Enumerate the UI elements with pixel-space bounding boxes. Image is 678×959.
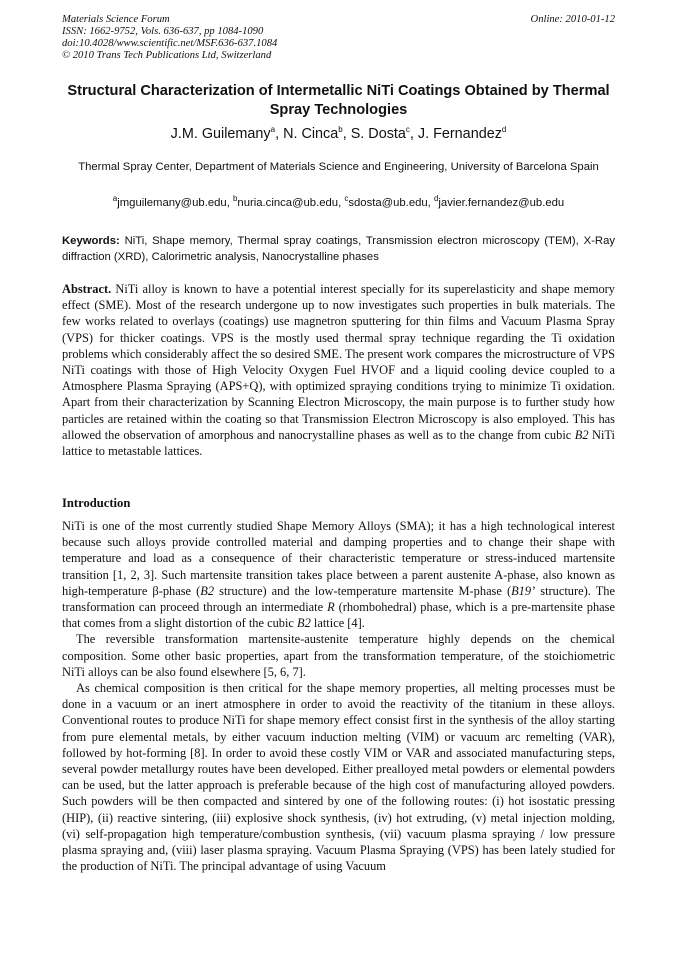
author: N. Cinca [283,126,339,142]
intro-italic: B2 [297,616,311,631]
author-list [62,125,615,143]
intro-paragraph-2: The reversible transformation martensite-austenite temperature highly depends on the chemical composition. Some other basic properties, apart from the transformation temperature, of the stoichiometric NiTi alloys can be also found elsewhere [5, 6, 7]. [62,632,615,679]
intro-text: NiTi is one of the most currently studied Shape Memory Alloys (SMA); it has a high technological interest because such alloys provide controlled material and damping properties and to change their shape with temperature and load as a consequence of their characteristic temperature or stress-induced martensite transition [1, 2, 3]. Such martensite transition takes place between a parent austenite A-phase, also known as high-temperature β-phase ( [62,519,615,598]
keywords-label: Keywords: [62,235,120,247]
email-mark: c [344,194,349,204]
online-date: Online: 2010-01-12 [530,14,615,25]
email-separator: , [226,197,233,209]
paper-title: Structural Characterization of Intermetallic NiTi Coatings Obtained by Thermal Spray Technologies [67,83,610,118]
email-link[interactable]: javier.fernandez@ub.edu [438,197,565,209]
email-list [62,196,615,211]
introduction-section [62,518,615,874]
intro-italic: R [327,600,335,615]
journal-issn: ISSN: 1662-9752, Vols. 636-637, pp 1084-1090 [62,26,264,37]
journal-header [62,14,615,62]
journal-name: Materials Science Forum [62,14,170,25]
intro-italic: B19’ [511,583,536,598]
author: J. Fernandez [417,126,502,142]
email-separator: , [427,197,434,209]
author-mark: c [405,125,410,135]
introduction-heading: Introduction [62,496,131,510]
intro-text: lattice [4]. [313,616,365,631]
keywords [62,233,615,265]
intro-text: (rhombohedral) phase, which is a pre-martensite phase that comes from a slight distortion of the cubic [62,600,616,631]
author-mark: b [338,125,343,135]
affiliation: Thermal Spray Center, Department of Materials Science and Engineering, University of Barcelona Spain [78,161,599,173]
abstract-text-end: NiTi lattice to metastable lattices. [62,427,615,459]
journal-doi[interactable]: doi:10.4028/www.scientific.net/MSF.636-637.1084 [62,38,278,49]
abstract-b2: B2 [574,427,589,442]
email-mark: a [112,194,118,204]
abstract-section [62,281,615,459]
intro-paragraph-1 [62,518,615,631]
abstract-text: NiTi alloy is known to have a potential interest specially for its superelasticity and shape memory effect (SME). Most of the research undergone up to now investigates such properties in bulk materials. The few works related to overlays (coatings) use magnetron sputtering for thin films and Vacuum Plasma Spray (VPS) for thicker coatings. VPS is the mostly used thermal spray technique regarding the Ti oxidation problems which considerably affect the so desired SME. The present work compares the microstructure of VPS NiTi coatings with those of High Velocity Oxygen Fuel HVOF and a liquid cooling device coupled to a Atmosphere Plasma Spraying (APS+Q), with optimized spraying conditions trying to minimize Ti oxidation. Apart from their characterization by Scanning Electron Microscopy, the main purpose is to further study how particles are retained within the coating so that Transmission Electron Microscopy is also employed. This has allowed the observation of amorphous and nanocrystalline phases as well as to the change from cubic [62,282,615,442]
email-link[interactable]: sdosta@ub.edu [348,197,428,209]
email-mark: d [433,194,439,204]
author-mark: a [270,125,276,135]
intro-text: structure) and the low-temperature martensite M-phase ( [219,583,512,598]
email-mark: b [232,194,238,204]
author-separator: , [275,126,284,142]
author-separator: , [409,126,418,142]
email-link[interactable]: nuria.cinca@ub.edu [237,197,339,209]
author-separator: , [342,126,351,142]
author: J.M. Guilemany [170,126,271,142]
abstract-label: Abstract. [62,282,112,296]
author-mark: d [501,125,507,135]
intro-italic: B2 [200,583,215,598]
intro-paragraph-3: As chemical composition is then critical for the shape memory properties, all melting processes must be done in a vacuum or an inert atmosphere in order to avoid the reactivity of the titanium in these alloys. Conventional routes to produce NiTi for shape memory effect consist first in the synthesis of the alloy starting from pure elemental metals, by either vacuum induction melting (VIM) or vacuum arc remelting (VAR), followed by hot-forming [8]. In order to avoid these costly VIM or VAR and associated manufacturing steps, several powder metallurgy routes have been developed. Either prealloyed metal powders or elemental powders can be used, but the latter approach is preferable because of the high cost of manufacturing alloyed powders. Such powders will be then compacted and sintered by one of the following routes: (i) hot isostatic pressing (HIP), (ii) reactive sintering, (iii) explosive shock synthesis, (iv) hot extruding, (v) metal injection molding, (vi) self-propagation high temperature/combustion synthesis, (vii) vacuum plasma spraying / low pressure plasma spraying and, (viii) laser plasma spraying. Vacuum Plasma Spraying (VPS) has been lately studied for the production of NiTi. The principal advantage of using Vacuum [62,681,615,874]
email-separator: , [338,197,345,209]
journal-copyright: © 2010 Trans Tech Publications Ltd, Switzerland [62,50,272,61]
author: S. Dosta [350,126,406,142]
abstract-paragraph [62,281,615,459]
intro-text: structure). The transformation can proceed through an intermediate [62,583,615,615]
keywords-text: NiTi, Shape memory, Thermal spray coatings, Transmission electron microscopy (TEM), X-Ray diffraction (XRD), Calorimetric analysis, Nanocrystalline phases [62,235,615,263]
email-link[interactable]: jmguilemany@ub.edu [117,197,227,209]
